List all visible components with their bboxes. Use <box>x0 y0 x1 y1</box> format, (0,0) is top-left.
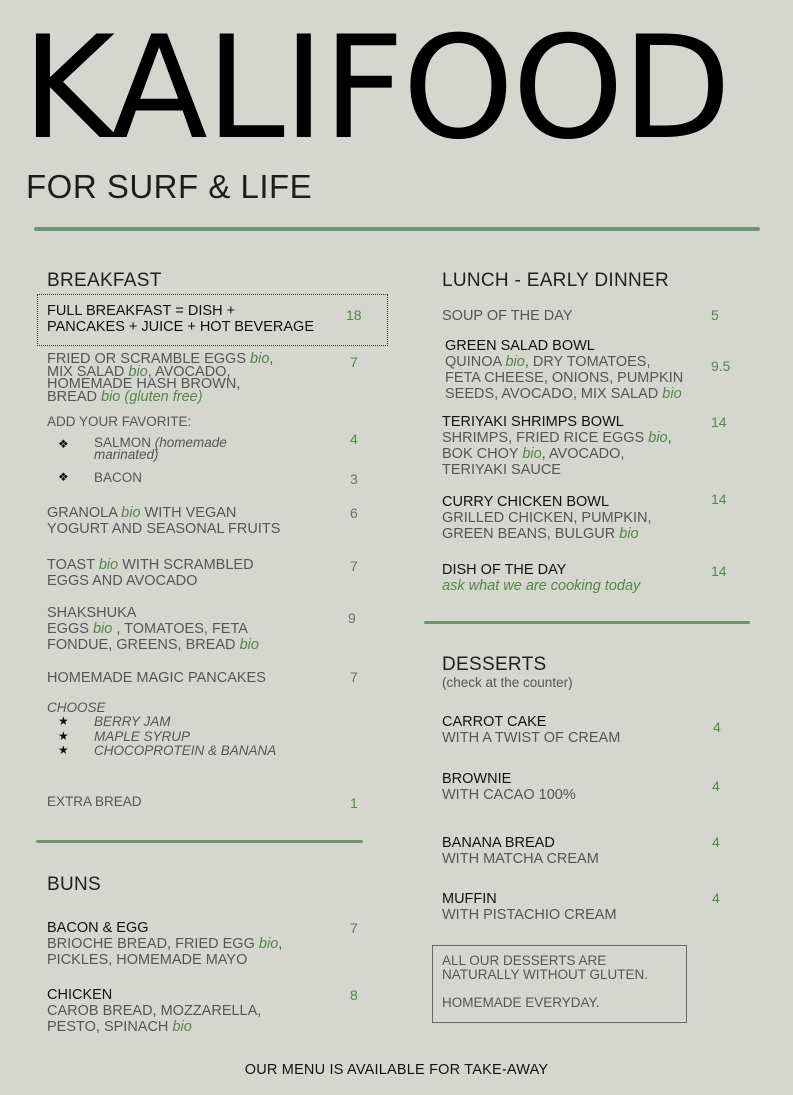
shakshuka-price: 9 <box>348 610 356 626</box>
lunch-title: LUNCH - EARLY DINNER <box>442 270 670 291</box>
full-breakfast-item: FULL BREAKFAST = DISH + PANCAKES + JUICE + HOT BEVERAGE <box>47 303 314 335</box>
dessert-banana-bread: BANANA BREAD WITH MATCHA CREAM <box>442 835 599 867</box>
choose-label: CHOOSE <box>47 700 106 715</box>
dessert-banana-bread-price: 4 <box>712 834 720 850</box>
green-salad-price: 9.5 <box>711 358 731 374</box>
pancakes-price: 7 <box>350 669 358 685</box>
soup-price: 5 <box>711 307 719 323</box>
teriyaki-price: 14 <box>711 414 727 430</box>
teriyaki-item: TERIYAKI SHRIMPS BOWL SHRIMPS, FRIED RICE EGGS bio, BOK CHOY bio, AVOCADO, TERIYAKI SAUCE <box>442 414 672 478</box>
add-favorite-label: ADD YOUR FAVORITE: <box>47 414 192 429</box>
option-chocoprotein: CHOCOPROTEIN & BANANA <box>94 743 277 758</box>
dessert-carrot-cake: CARROT CAKE WITH A TWIST OF CREAM <box>442 714 621 746</box>
diamond-bullet-icon: ❖ <box>58 470 69 484</box>
extra-bread-price: 1 <box>350 795 358 811</box>
pancakes-item: HOMEMADE MAGIC PANCAKES <box>47 670 266 686</box>
full-breakfast-price: 18 <box>346 307 362 323</box>
curry-price: 14 <box>711 491 727 507</box>
toast-item: TOAST bio WITH SCRAMBLED EGGS AND AVOCADO <box>47 557 254 589</box>
toast-price: 7 <box>350 558 358 574</box>
extra-bread-item: EXTRA BREAD <box>47 794 142 809</box>
bacon-item: BACON <box>94 470 143 485</box>
dessert-brownie: BROWNIE WITH CACAO 100% <box>442 771 576 803</box>
divider-right <box>424 621 750 624</box>
divider-left <box>36 840 363 843</box>
desserts-title: DESSERTS <box>442 654 547 675</box>
bacon-egg-item: BACON & EGG BRIOCHE BREAD, FRIED EGG bio, PICKLES, HOMEMADE MAYO <box>47 920 283 968</box>
granola-price: 6 <box>350 505 358 521</box>
eggs-price: 7 <box>350 354 358 370</box>
salmon-item: SALMON (homemade marinated) <box>94 435 227 462</box>
dessert-muffin: MUFFIN WITH PISTACHIO CREAM <box>442 891 617 923</box>
dessert-muffin-price: 4 <box>712 890 720 906</box>
dessert-carrot-cake-price: 4 <box>713 719 721 735</box>
salmon-price: 4 <box>350 431 358 447</box>
bacon-price: 3 <box>350 471 358 487</box>
divider-top <box>34 227 760 231</box>
green-salad-item: GREEN SALAD BOWL QUINOA bio, DRY TOMATOES, FETA CHEESE, ONIONS, PUMPKIN SEEDS, AVOCADO, MIX SALAD bio <box>445 338 684 402</box>
granola-item: GRANOLA bio WITH VEGAN YOGURT AND SEASONAL FRUITS <box>47 505 281 537</box>
desserts-note: ALL OUR DESSERTS ARE NATURALLY WITHOUT GLUTEN. HOMEMADE EVERYDAY. <box>442 953 649 1010</box>
breakfast-title: BREAKFAST <box>47 270 162 291</box>
soup-item: SOUP OF THE DAY <box>442 308 573 324</box>
dessert-brownie-price: 4 <box>712 778 720 794</box>
star-bullet-icon: ★ <box>58 714 69 728</box>
bacon-egg-price: 7 <box>350 920 358 936</box>
tagline: FOR SURF & LIFE <box>26 168 313 205</box>
option-maple-syrup: MAPLE SYRUP <box>94 729 191 744</box>
dish-of-day-item: DISH OF THE DAY ask what we are cooking today <box>442 562 641 594</box>
shakshuka-item: SHAKSHUKA EGGS bio , TOMATOES, FETA FONDUE, GREENS, BREAD bio <box>47 605 259 653</box>
desserts-subtitle: (check at the counter) <box>442 675 573 690</box>
curry-item: CURRY CHICKEN BOWL GRILLED CHICKEN, PUMPKIN, GREEN BEANS, BULGUR bio <box>442 494 652 542</box>
brand-title: KALIFOOD <box>22 6 730 171</box>
dish-of-day-price: 14 <box>711 563 727 579</box>
eggs-item: FRIED OR SCRAMBLE EGGS bio, MIX SALAD bio, AVOCADO, HOMEMADE HASH BROWN, BREAD bio (gluten free) <box>47 351 274 405</box>
chicken-item: CHICKEN CAROB BREAD, MOZZARELLA, PESTO, SPINACH bio <box>47 987 262 1035</box>
star-bullet-icon: ★ <box>58 743 69 757</box>
star-bullet-icon: ★ <box>58 729 69 743</box>
diamond-bullet-icon: ❖ <box>58 437 69 451</box>
takeaway-footer: OUR MENU IS AVAILABLE FOR TAKE-AWAY <box>244 1062 549 1078</box>
option-berry-jam: BERRY JAM <box>94 714 171 729</box>
chicken-price: 8 <box>350 987 358 1003</box>
buns-title: BUNS <box>47 874 101 895</box>
